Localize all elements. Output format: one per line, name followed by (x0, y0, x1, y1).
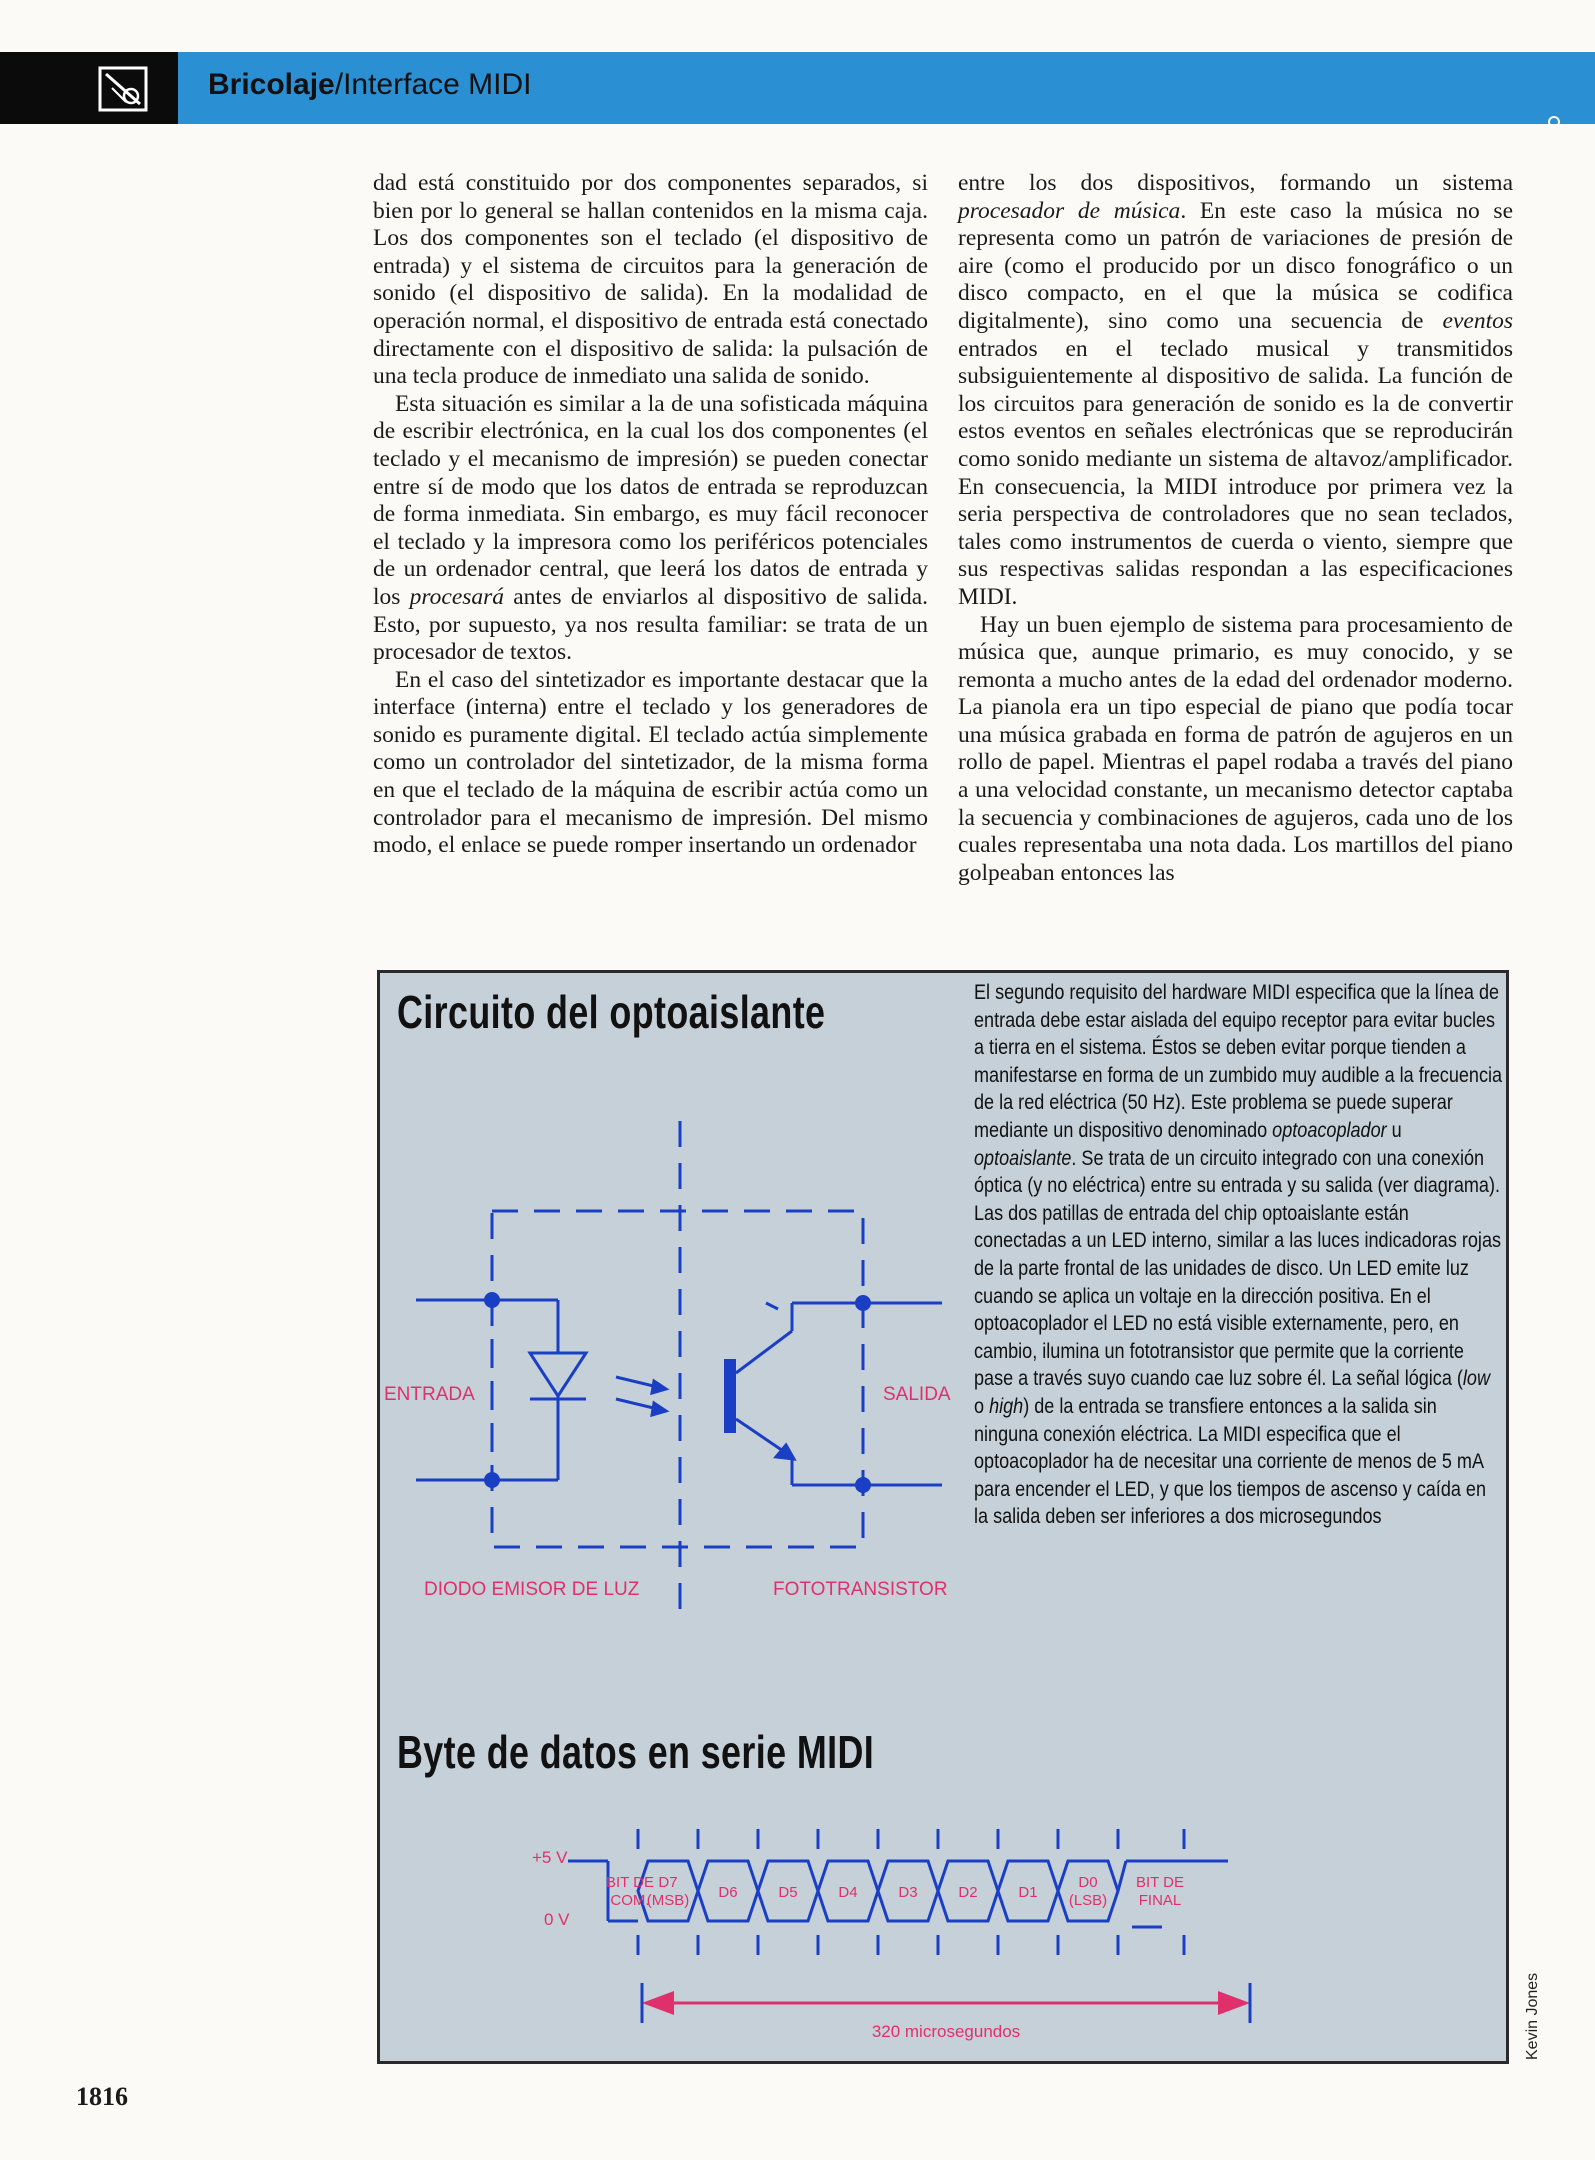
stop-bit-sublabel: FINAL (1138, 1892, 1182, 1909)
left-paragraph-3: En el caso del sintetizador es importante destacar que la interface (interna) entre el teclado y los generadores de sonido es puramente digital. El teclado actúa simplemente como un controlador del sintetizador, de la misma forma en que el teclado de la máquina de escribir actúa como un controlador para el mecanismo de impresión. Del mismo modo, el enlace se puede romper insertando un ordenador (373, 666, 928, 859)
left-paragraph-2-text-end: antes de enviarlos al dispositivo de salida. Esto, por supuesto, ya nos resulta familiar: se trata de un procesador de textos. (373, 583, 928, 666)
junction-out-top (855, 1295, 871, 1311)
left-paragraph-2-emphasis: procesará (409, 583, 505, 610)
description-emphasis-optoacoplador: optoacoplador (1272, 1117, 1387, 1142)
description-text-u: u (1386, 1117, 1402, 1142)
description-emphasis-high: high (989, 1393, 1024, 1418)
serial-byte-title: Byte de datos en serie MIDI (397, 1726, 875, 1778)
label-salida: SALIDA (883, 1384, 951, 1405)
data-bit-label-1: D6 (718, 1884, 738, 1901)
description-emphasis-low: low (1462, 1366, 1491, 1391)
data-bit-label-4: D3 (898, 1884, 918, 1901)
right-paragraph-1-emphasis-2: eventos (1442, 307, 1513, 334)
description-text-b: . Se trata de un circuito integrado con una conexión óptica (y no eléctrica) entre su entrada y su salida (ver diagrama). Las dos patillas de entrada del chip optoaislante están conectadas a un LED interno, similar a las luces indicadoras rojas de la parte frontal de las unidades de disco. Un LED emite luz cuando se aplica un voltaje en la dirección positiva. En el optoacoplador el LED no está visible externamente, pero, en cambio, ilumina un fototransistor que permite que la corriente pase a través suyo cuando cae luz sobre él. La señal lógica ( (974, 1145, 1502, 1391)
junction-in-top (484, 1292, 500, 1308)
optoisolator-circuit (416, 1121, 942, 1623)
diagrams (380, 973, 1506, 2061)
sense-mark (766, 1303, 778, 1309)
junction-dots (484, 1292, 871, 1493)
data-bit-label-7: D0 (1078, 1874, 1098, 1891)
header-section: Bricolaje (208, 68, 335, 101)
data-bit-label-6: D1 (1018, 1884, 1038, 1901)
label-v-low: 0 V (544, 1910, 570, 1929)
header-logo-block (0, 52, 178, 124)
data-bit-label-5: D2 (958, 1884, 978, 1901)
left-paragraph-1: dad está constituido por dos componentes separados, si bien por lo general se hallan contenidos en la misma caja. Los dos componentes son el teclado (el dispositivo de entrada) y el sistema de circuitos para la generación de sonido (el dispositivo de salida). En la modalidad de operación normal, el dispositivo de entrada está conectado directamente con el dispositivo de salida: la pulsación de una tecla produce de inmediato una salida de sonido. (373, 170, 928, 390)
figure-box (377, 970, 1509, 2064)
start-bit-sublabel: COM. (610, 1892, 650, 1909)
stop-rise (1118, 1861, 1126, 1891)
left-column (373, 170, 928, 860)
right-paragraph-1-text: entre los dos dispositivos, formando un sistema (958, 170, 1513, 196)
left-paragraph-2 (373, 391, 928, 667)
right-paragraph-1-emphasis-1: procesador de música (958, 197, 1181, 224)
right-paragraph-1 (958, 170, 1513, 612)
left-paragraph-2-text: Esta situación es similar a la de una sofisticada máquina de escribir electrónica, en la cual los dos componentes (el teclado y el mecanismo de impresión) se pueden conectar entre sí de modo que los datos de entrada se reproduzcan de forma inmediata. Sin embargo, es muy fácil reconocer el teclado y la impresora como los periféricos potenciales de un ordenador central, que leerá los datos de entrada y los (373, 390, 928, 610)
description-emphasis-optoaislante: optoaislante (974, 1145, 1072, 1170)
duration-arrow-left (642, 1991, 674, 2015)
junction-in-bottom (484, 1472, 500, 1488)
description-text-a: El segundo requisito del hardware MIDI especifica que la línea de entrada debe estar aislada del equipo receptor para evitar bucles a tierra en el sistema. Éstos se deben evitar porque tienden a manifestarse en forma de un zumbido muy audible a la frecuencia de la red eléctrica (50 Hz). Este problema se puede superar mediante un dispositivo denominado (974, 980, 1503, 1142)
right-paragraph-2: Hay un buen ejemplo de sistema para procesamiento de música que, aunque primario, es muy conocido, y se remonta a mucho antes de la edad del ordenador moderno. La pianola era un tipo especial de piano que podía tocar una música grabada en forma de patrón de agujeros en un rollo de papel. Mientras el papel rodaba a través del piano a una velocidad constante, un mecanismo detector captaba la secuencia y combinaciones de agujeros, cada uno de los cuales representaba una nota dada. Los martillos del piano golpeaban entonces las (958, 611, 1513, 886)
data-bit-sublabel-7: (LSB) (1068, 1892, 1108, 1909)
label-led: DIODO EMISOR DE LUZ (424, 1579, 640, 1600)
label-v-high: +5 V (532, 1848, 568, 1867)
description-text-c: ) de la entrada se transfiere entonces a la salida sin ninguna conexión eléctrica. La MIDI especifica que el optoacoplador ha de necesitar una corriente de menos de 5 mA para encender el LED, y que los tiempos de ascenso y caída en la salida deben ser inferiores a dos microsegundos (974, 1393, 1487, 1529)
header-topic: Interface MIDI (343, 68, 532, 101)
junction-out-bottom (855, 1477, 871, 1493)
transistor-base (724, 1359, 736, 1433)
transistor-collector (736, 1331, 792, 1373)
duration-label: 320 microsegundos (871, 2022, 1021, 2041)
data-bit-label-2: D5 (778, 1884, 798, 1901)
page-number: 1816 (76, 2082, 128, 2111)
credit: Kevin Jones (1524, 1972, 1541, 2060)
description-text-o: o (974, 1393, 990, 1418)
led-diode-triangle (530, 1353, 586, 1396)
start-bit-label: BIT DE (605, 1874, 655, 1891)
data-bit-label-3: D4 (838, 1884, 858, 1901)
compass-icon (98, 66, 148, 112)
right-column (958, 170, 1513, 887)
label-fototransistor: FOTOTRANSISTOR (773, 1579, 948, 1600)
data-bit-cell-0 (638, 1861, 698, 1921)
right-paragraph-1-text-2: . En este caso la música no se representa como un patrón de variaciones de presión de aire (como el producido por un disco fonográfico o un disco compacto, en el que la música se codifica digitalmente), sino como una secuencia de (958, 197, 1513, 334)
data-bit-label-0: D7 (658, 1874, 678, 1891)
light-arrow-2-head (652, 1403, 666, 1415)
light-arrow-1-head (652, 1381, 666, 1393)
header-dot (1548, 116, 1560, 128)
right-paragraph-1-text-3: entrados en el teclado musical y transmitidos subsiguientemente al dispositivo de salida. La función de los circuitos para generación de sonido es la de convertir estos eventos en señales electrónicas que se reproducirán como sonido mediante un sistema de altavoz/amplificador. En consecuencia, la MIDI introduce por primera vez la seria perspectiva de controladores que no sean teclados, tales como instrumentos de cuerda o viento, siempre que sus respectivas salidas respondan a las especificaciones MIDI. (958, 335, 1513, 610)
header-title (208, 68, 531, 102)
optoisolator-title: Circuito del optoaislante (397, 986, 826, 1038)
stop-bit-label: BIT DE (1135, 1874, 1185, 1891)
data-bit-sublabel-0: (MSB) (646, 1892, 690, 1909)
data-bit-cell-7 (1058, 1861, 1118, 1921)
label-entrada: ENTRADA (384, 1384, 475, 1405)
header-separator: / (334, 68, 344, 101)
duration-arrow-right (1218, 1991, 1250, 2015)
